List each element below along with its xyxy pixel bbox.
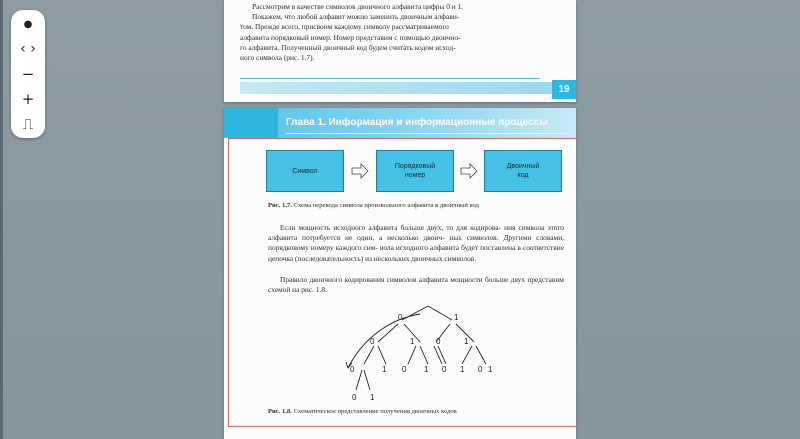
viewer-toolbar xyxy=(11,10,45,138)
zoom-out-icon[interactable]: − xyxy=(21,65,35,83)
tree-label: 0 xyxy=(478,365,483,374)
fit-page-icon[interactable]: ⎍ xyxy=(22,115,34,133)
tree-edge xyxy=(364,370,370,390)
tree-label: 0 xyxy=(370,337,375,346)
chapter-title: Глава 1. Информация и информационные процессы xyxy=(286,117,548,128)
figure-1-7-caption: Рис. 1.7. Схема перевода символа произвольного алфавита в двоичный код xyxy=(268,202,479,209)
tree-label: 0 xyxy=(352,393,357,402)
flow-box-binary: Двоичный код xyxy=(484,150,562,192)
tree-edge xyxy=(462,346,472,364)
page-19-text: Рассмотрим в качестве символов двоичного алфавита цифры 0 и 1. Покажем, что любой алфавит можно заменить двоичным алфави- том. Прежде всего, присвоим каждому символу рассматриваемого алфавита порядковый номер. Номер представим с помощью двоично- го алфавита. Полученный двоичный код будем считать кодом исход- ного символа (рис. 1.7). xyxy=(240,2,464,63)
tree-edge xyxy=(428,306,452,320)
footer-divider xyxy=(240,78,540,79)
tree-edge xyxy=(408,346,416,364)
page-nav-icon[interactable]: ‹ › xyxy=(20,41,36,57)
tree-label: 0 xyxy=(350,365,355,374)
chapter-header-tab xyxy=(224,108,278,138)
tree-edge xyxy=(378,324,398,342)
zoom-in-icon[interactable]: + xyxy=(21,90,35,108)
binary-tree-diagram xyxy=(324,304,524,404)
tree-edge xyxy=(476,346,486,364)
tree-label: 0 xyxy=(436,337,441,346)
flow-box-ordinal: Порядковый номер xyxy=(376,150,454,192)
chapter-title-underline xyxy=(286,133,568,134)
tree-label: 0 xyxy=(402,365,407,374)
page-19 xyxy=(224,0,576,102)
paragraph-1: Если мощность исходного алфавита больше двух, то для кодирова- ния символа этого алфавита потребуется не один, а несколько двоич- ных символов. Другими словами, порядковому номеру каждого сим- вола исходного алфавита будет поставлена в соответствие цепочка (последовательность) из нескольких двоичных символов. xyxy=(268,223,564,263)
tree-label: 1 xyxy=(460,365,465,374)
flow-box-symbol: Символ xyxy=(266,150,344,192)
tree-edge xyxy=(438,346,446,364)
tree-label: 1 xyxy=(488,365,493,374)
figure-1-8-caption: Рис. 1.8. Схематическое представление получения двоичных кодов xyxy=(268,408,457,415)
tree-label: 1 xyxy=(464,337,469,346)
tree-label: 1 xyxy=(424,365,429,374)
tree-label: 1 xyxy=(382,365,387,374)
dot-icon[interactable]: ● xyxy=(23,18,33,30)
footer-band xyxy=(240,82,552,94)
tree-label: 0 xyxy=(442,365,447,374)
tree-edge xyxy=(364,346,374,364)
paragraph-2: Правило двоичного кодирования символов алфавита мощности больше двух представим схемой на рис. 1.8. xyxy=(268,275,564,295)
tree-label: 1 xyxy=(454,313,459,322)
tree-label: 0 xyxy=(398,313,403,322)
tree-edge xyxy=(420,346,428,364)
tree-label: 1 xyxy=(410,337,415,346)
page-number: 19 xyxy=(552,80,576,99)
tree-edge xyxy=(356,370,362,390)
tree-edge xyxy=(434,346,442,364)
page-20 xyxy=(224,108,576,439)
tree-edge xyxy=(402,306,428,320)
tree-label: 1 xyxy=(370,393,375,402)
flow-arrow-2-icon xyxy=(460,163,478,179)
tree-edge xyxy=(378,346,386,364)
flow-arrow-1-icon xyxy=(351,163,369,179)
window-left-edge xyxy=(0,0,3,439)
